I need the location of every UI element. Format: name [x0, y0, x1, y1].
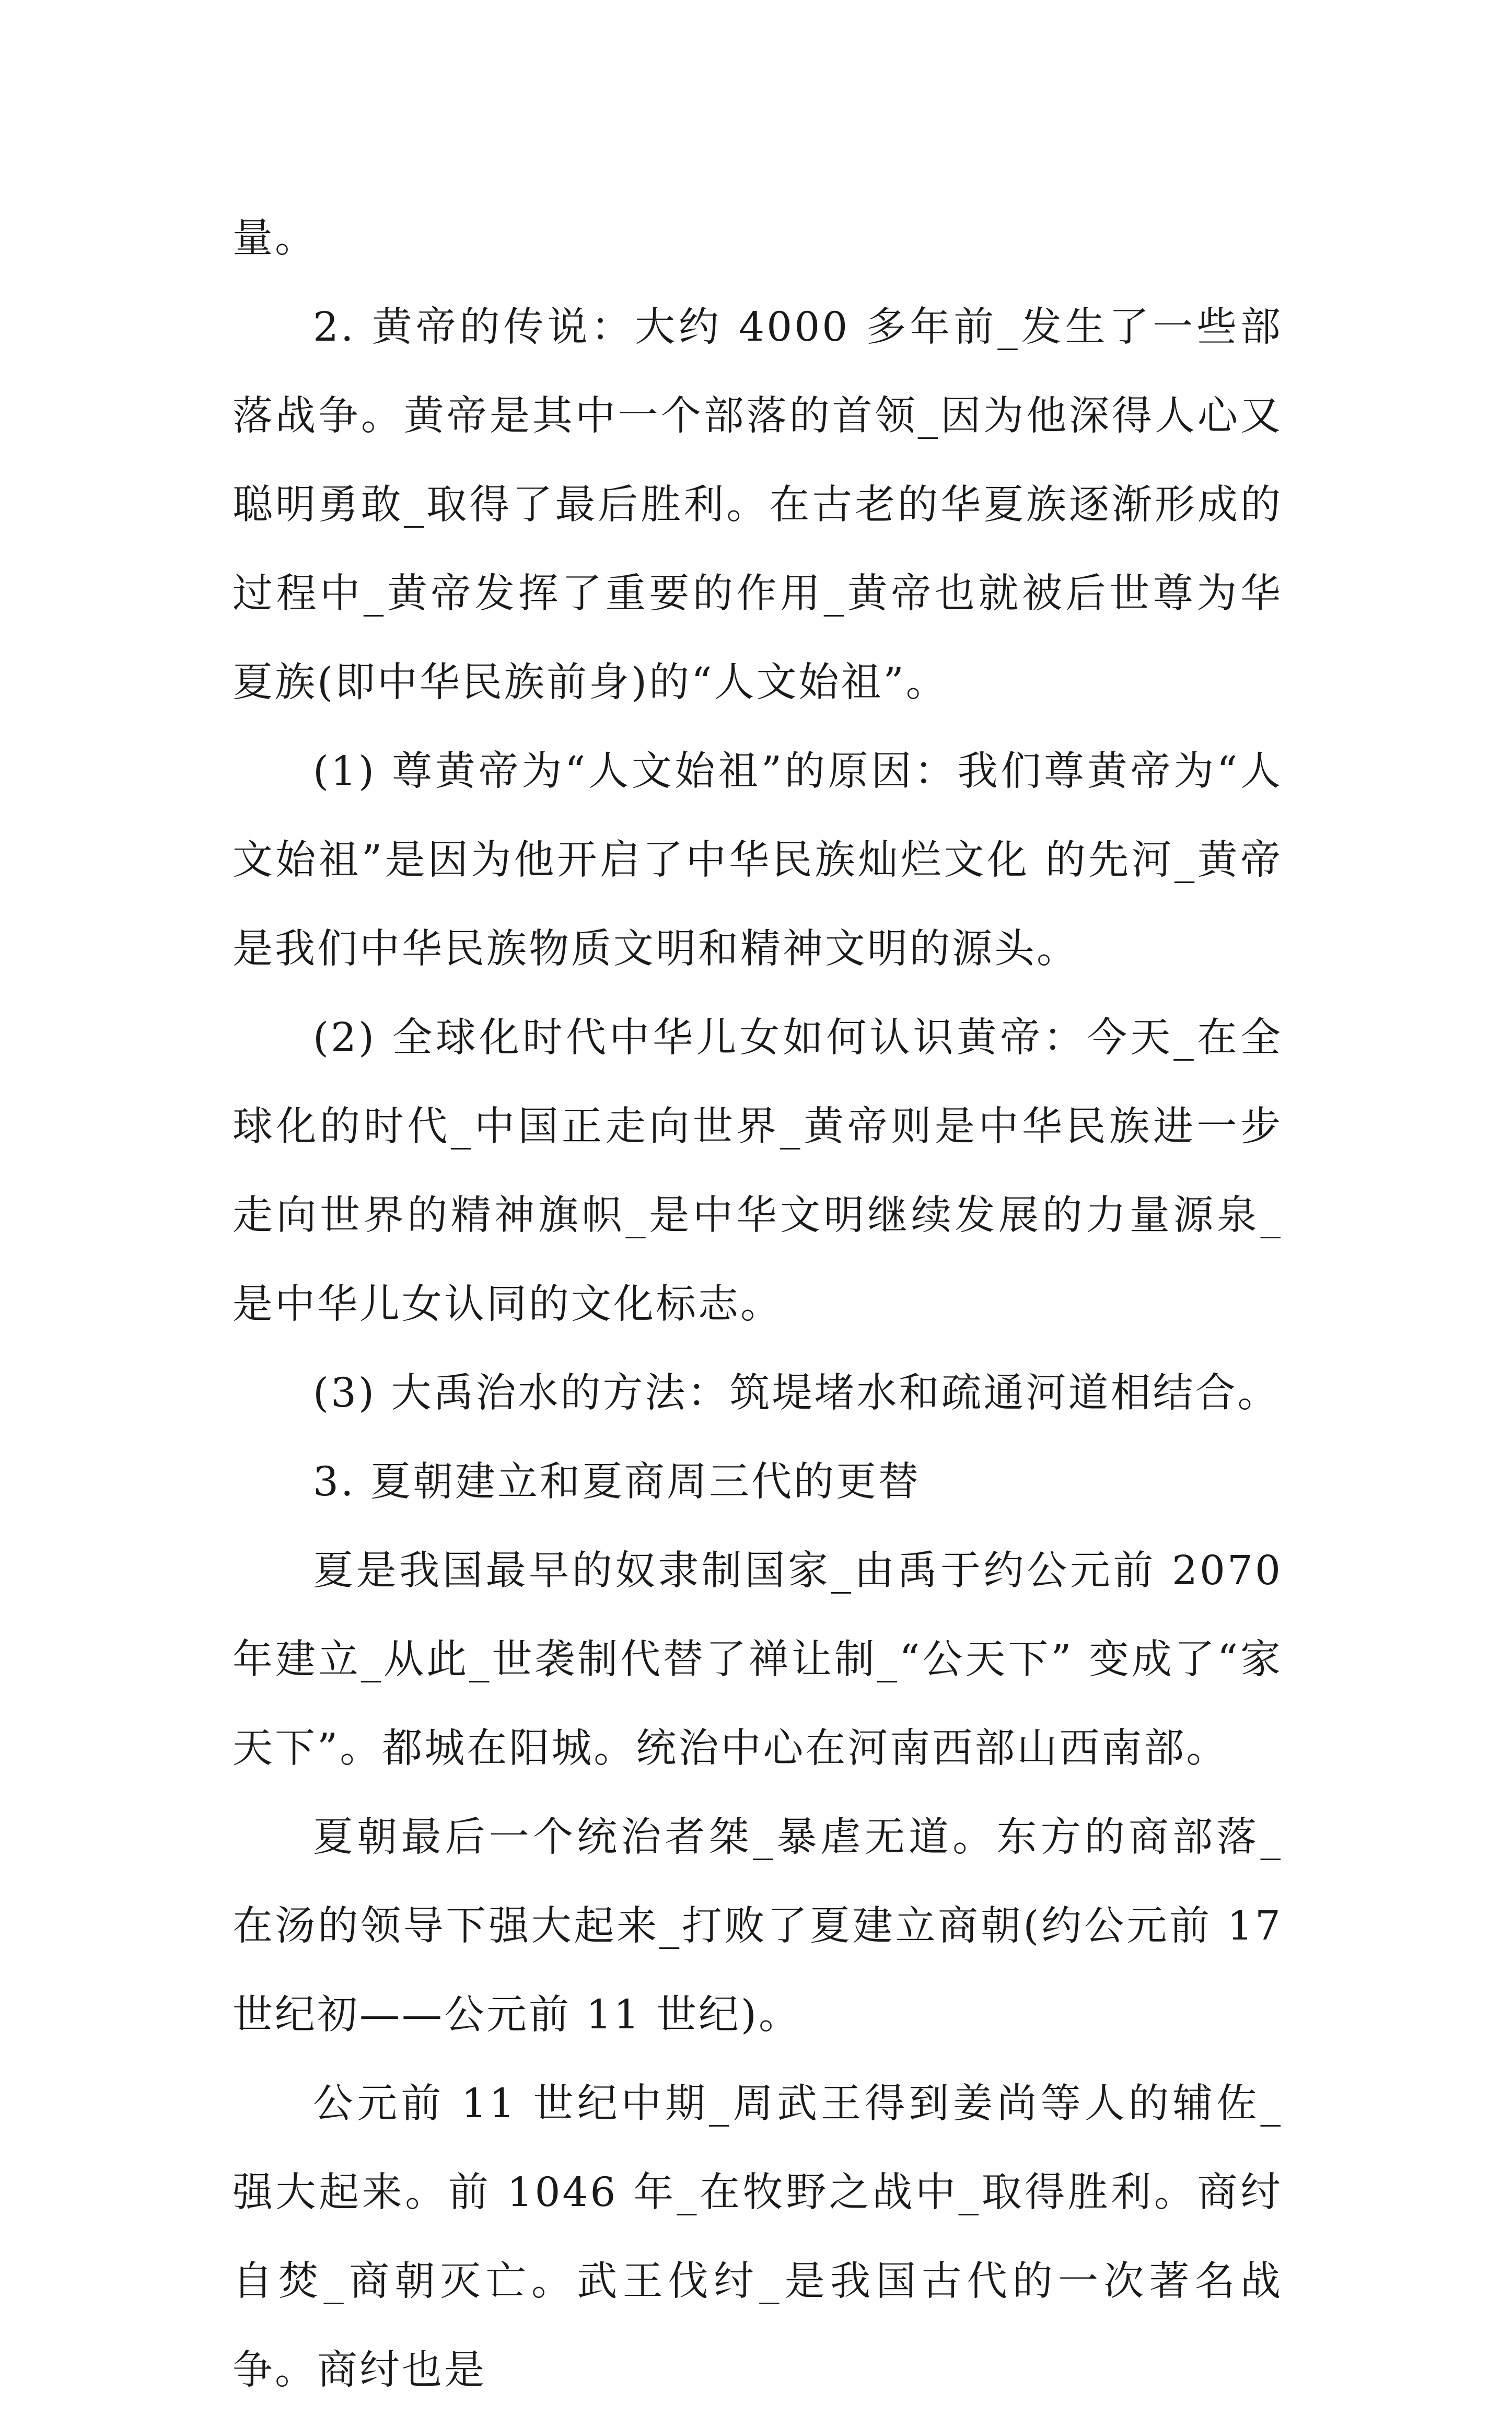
paragraph-continuation: 量。	[232, 215, 317, 262]
paragraph-renwen-shizu-reason: (1) 尊黄帝为“人文始祖”的原因：我们尊黄帝为“人文始祖”是因为他开启了中华民族灿烂文化 的先河_黄帝是我们中华民族物质文明和精神文明的源头。	[232, 748, 1283, 972]
section-heading-xia-dynasty: 3. 夏朝建立和夏商周三代的更替	[313, 1459, 921, 1505]
paragraph-dayu-flood-control: (3) 大禹治水的方法：筑堤堵水和疏通河道相结合。	[313, 1370, 1280, 1417]
paragraph-huangdi-legend: 2. 黄帝的传说：大约 4000 多年前_发生了一些部落战争。黄帝是其中一个部落的首领_因为他深得人心又聪明勇敢_取得了最后胜利。在古老的华夏族逐渐形成的过程中_黄帝发挥了重要的作用_黄帝也就被后世尊为华夏族(即中华民族前身)的“人文始祖”。	[232, 304, 1283, 706]
paragraph-shang-founding: 夏朝最后一个统治者桀_暴虐无道。东方的商部落_在汤的领导下强大起来_打败了夏建立商朝(约公元前 17 世纪初——公元前 11 世纪)。	[232, 1814, 1283, 2038]
paragraph-xia-founding: 夏是我国最早的奴隶制国家_由禹于约公元前 2070 年建立_从此_世袭制代替了禅让制_“公天下” 变成了“家天下”。都城在阳城。统治中心在河南西部山西南部。	[232, 1548, 1283, 1772]
paragraph-zhou-founding: 公元前 11 世纪中期_周武王得到姜尚等人的辅佐_强大起来。前 1046 年_在牧野之战中_取得胜利。商纣自焚_商朝灭亡。武王伐纣_是我国古代的一次著名战争。商纣也是	[232, 2081, 1283, 2394]
paragraph-globalization-view: (2) 全球化时代中华儿女如何认识黄帝：今天_在全球化的时代_中国正走向世界_黄帝则是中华民族进一步走向世界的精神旗帜_是中华文明继续发展的力量源泉_是中华儿女认同的文化标志。	[232, 1015, 1283, 1328]
document-body	[232, 194, 1283, 2415]
